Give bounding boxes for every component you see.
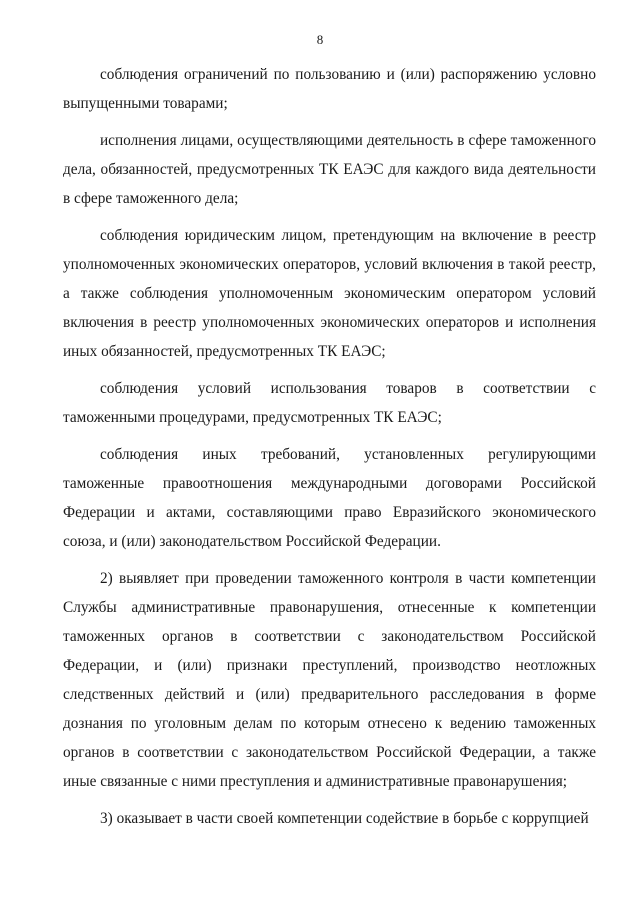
paragraph: 2) выявляет при проведении таможенного контроля в части компетенции Службы административные правонарушения, отнесенные к компетенции таможенных органов в соответствии с законодательством Российской Федерации, и (или) признаки преступлений, производство неотложных следственных действий и (или) предварительного расследования в форме дознания по уголовным делам по которым отнесено к ведению таможенных органов в соответствии с законодательством Российской Федерации, а также иные связанные с ними преступления и административные правонарушения; bbox=[63, 570, 596, 790]
paragraph: соблюдения иных требований, установленных регулирующими таможенные правоотношения международными договорами Российской Федерации и актами, составляющими право Евразийского экономического союза, и (или) законодательством Российской Федерации. bbox=[63, 446, 596, 550]
paragraph: соблюдения ограничений по пользованию и (или) распоряжению условно выпущенными товарами; bbox=[63, 66, 596, 112]
paragraph: соблюдения юридическим лицом, претендующим на включение в реестр уполномоченных экономических операторов, условий включения в такой реестр, а также соблюдения уполномоченным экономическим оператором условий включения в реестр уполномоченных экономических операторов и исполнения иных обязанностей, предусмотренных ТК ЕАЭС; bbox=[63, 227, 596, 360]
paragraph: 3) оказывает в части своей компетенции содействие в борьбе с коррупцией bbox=[100, 810, 589, 827]
paragraph: соблюдения условий использования товаров в соответствии с таможенными процедурами, предусмотренных ТК ЕАЭС; bbox=[63, 380, 596, 426]
paragraph: исполнения лицами, осуществляющими деятельность в сфере таможенного дела, обязанностей, предусмотренных ТК ЕАЭС для каждого вида деятельности в сфере таможенного дела; bbox=[63, 132, 596, 207]
page-number: 8 bbox=[316, 32, 324, 47]
document-body bbox=[63, 60, 596, 841]
